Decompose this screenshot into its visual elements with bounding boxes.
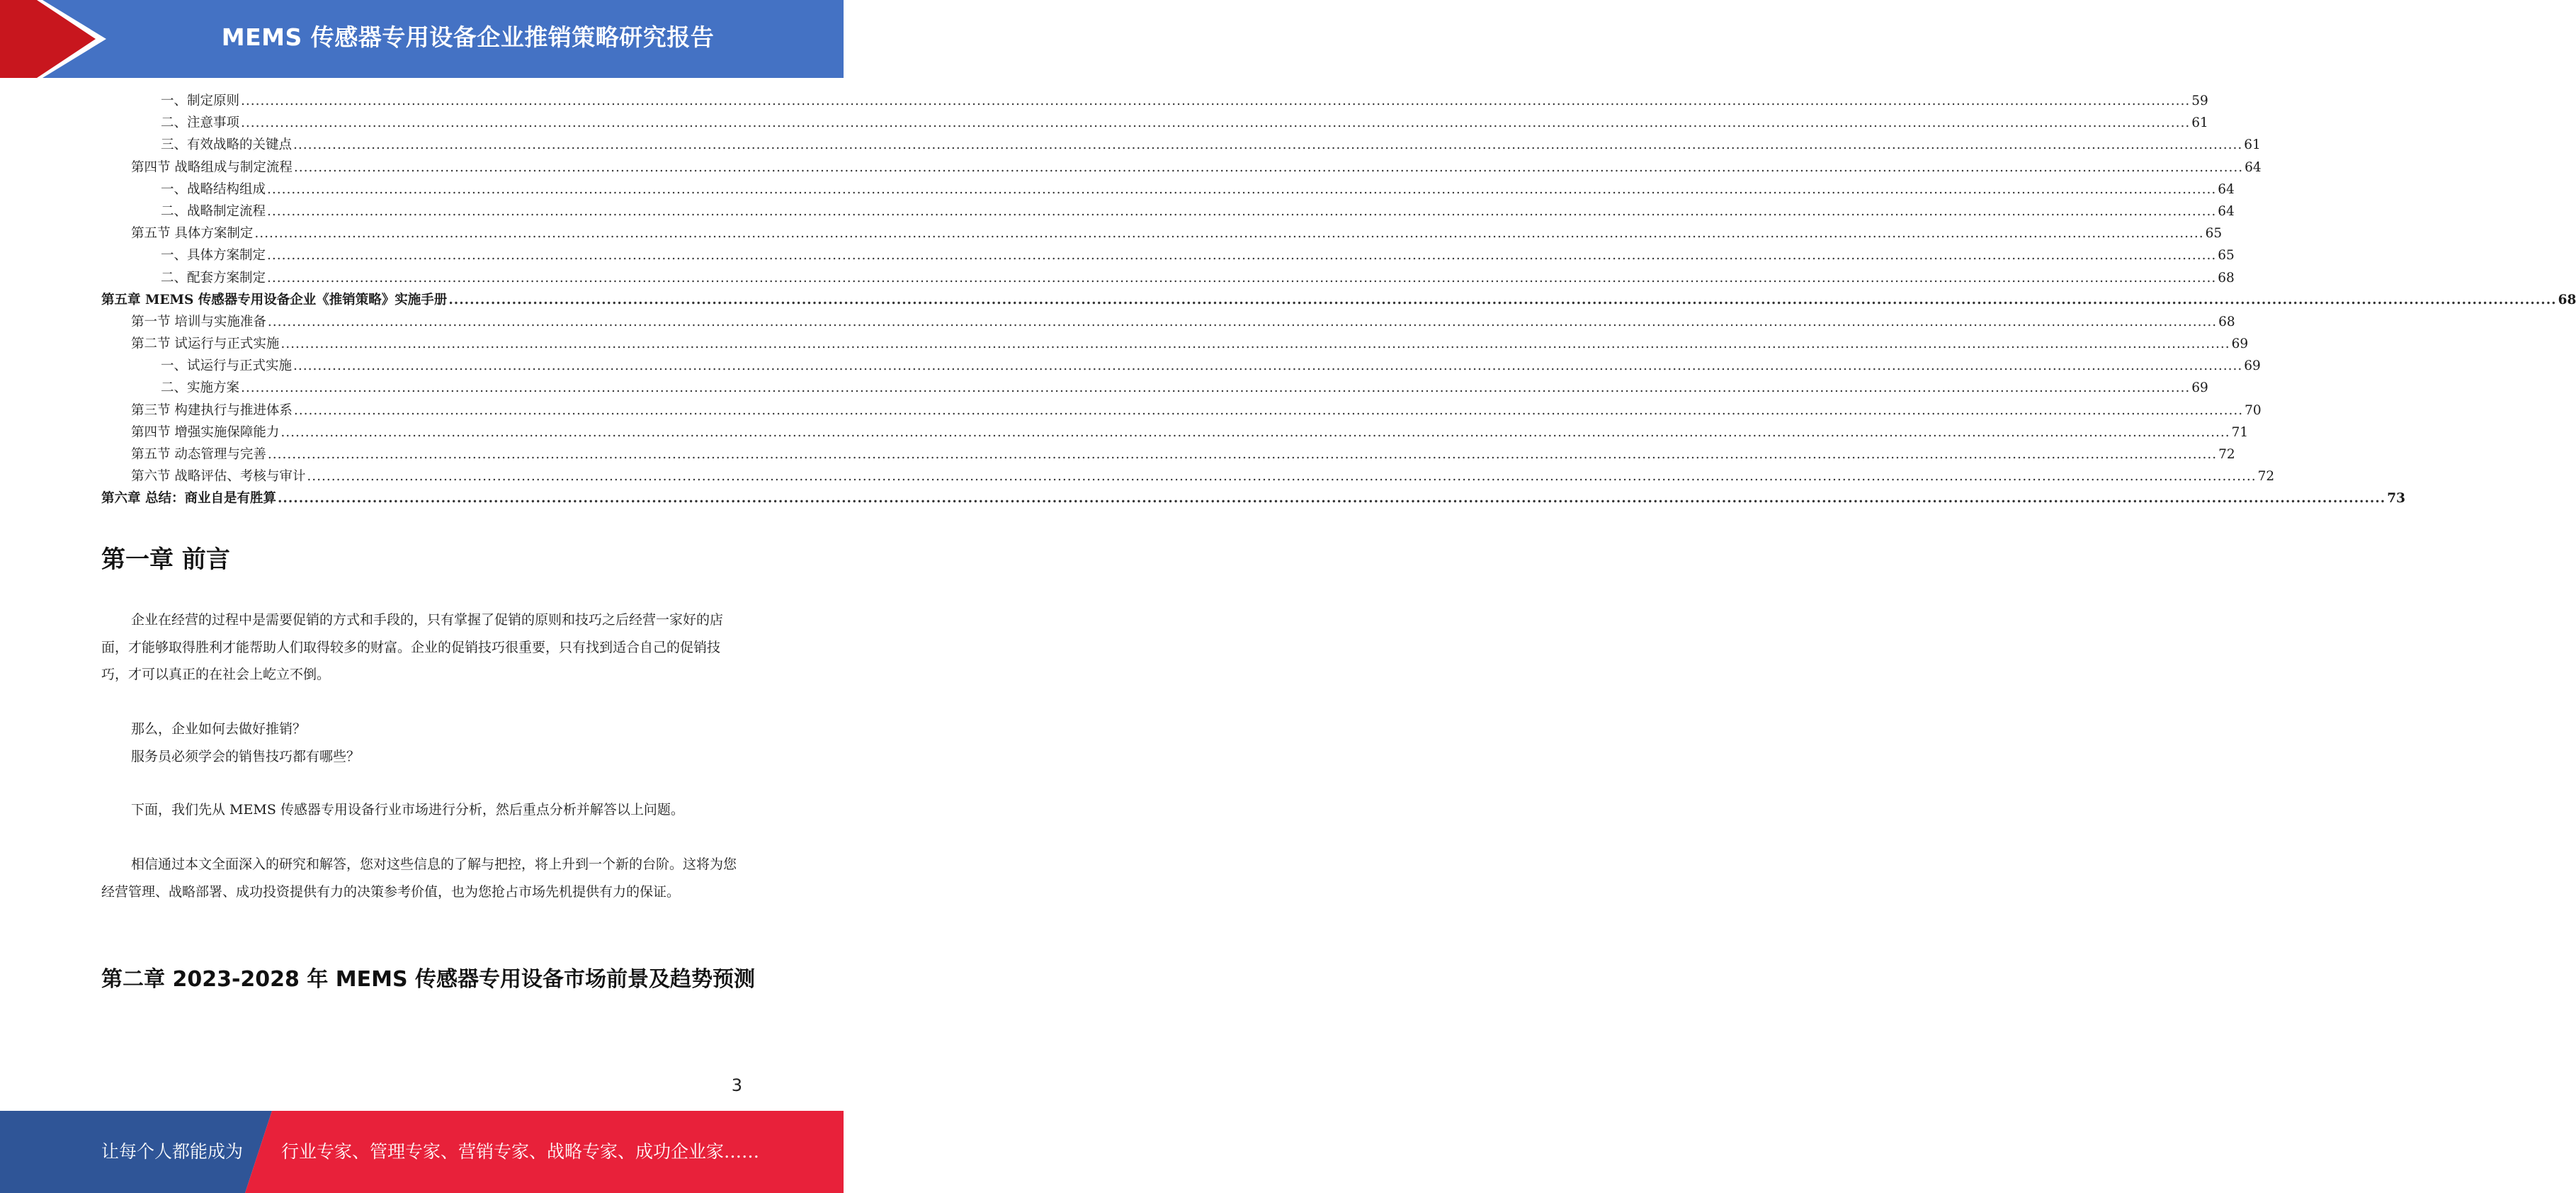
- toc-entry-page: 61: [2244, 137, 2261, 153]
- toc-entry-title: 第三节 构建执行与推进体系: [131, 402, 293, 418]
- paragraph-next: 下面，我们先从 MEMS 传感器专用设备行业市场进行分析，然后重点分析并解答以上问题。: [131, 802, 684, 818]
- toc-entry-page: 70: [2245, 402, 2262, 418]
- toc-entry-page: 68: [2558, 292, 2576, 307]
- toc-entry-page: 65: [2218, 248, 2235, 264]
- toc-entry-page: 72: [2257, 469, 2275, 485]
- toc-entry-title: 二、配套方案制定: [161, 270, 266, 285]
- toc-entry-page: 69: [2244, 358, 2261, 374]
- toc-leader-dots: ................................................................................................................................................................................................................................................................................................................................................................................................................: [267, 248, 2217, 264]
- toc-leader-dots: ................................................................................................................................................................................................................................................................................................................................................................................................................: [293, 402, 2244, 418]
- toc-leader-dots: ................................................................................................................................................................................................................................................................................................................................................................................................................: [280, 424, 2230, 440]
- question-2: 服务员必须学会的销售技巧都有哪些？: [131, 749, 361, 764]
- toc-leader-dots: ................................................................................................................................................................................................................................................................................................................................................................................................................: [293, 137, 2243, 153]
- toc-entry-title: 一、制定原则: [161, 94, 240, 108]
- toc-entry[interactable]: [101, 312, 2235, 334]
- footer-slogan-left: 让每个人都能成为: [101, 1141, 244, 1162]
- toc-leader-dots: ................................................................................................................................................................................................................................................................................................................................................................................................................: [293, 159, 2244, 175]
- toc-entry[interactable]: [101, 201, 2235, 223]
- toc-entry[interactable]: [101, 444, 2235, 466]
- toc-entry-page: 64: [2245, 159, 2262, 175]
- toc-entry[interactable]: [101, 223, 2223, 245]
- footer-banner: [0, 1111, 844, 1193]
- toc-entry-page: 68: [2218, 314, 2235, 329]
- toc-leader-dots: ................................................................................................................................................................................................................................................................................................................................................................................................................: [293, 358, 2243, 374]
- page-number: 3: [731, 1075, 742, 1095]
- chapter-heading: 第二章 2023-2028 年 MEMS 传感器专用设备市场前景及趋势预测: [101, 967, 756, 992]
- toc-entry-title: 第六节 战略评估、考核与审计: [131, 469, 306, 485]
- toc-entry[interactable]: [101, 245, 2235, 267]
- toc-entry[interactable]: [101, 466, 2275, 488]
- toc-leader-dots: ................................................................................................................................................................................................................................................................................................................................................................................................................: [267, 270, 2217, 285]
- toc-entry[interactable]: [101, 334, 2249, 356]
- toc-entry-title: 第五节 具体方案制定: [131, 226, 254, 242]
- toc-entry[interactable]: [101, 113, 2208, 135]
- toc-entry-page: 59: [2191, 94, 2208, 108]
- toc-leader-dots: ................................................................................................................................................................................................................................................................................................................................................................................................................: [280, 337, 2230, 352]
- toc-leader-dots: ................................................................................................................................................................................................................................................................................................................................................................................................................: [267, 447, 2218, 462]
- toc-entry-title: 一、具体方案制定: [161, 248, 266, 264]
- toc-entry-title: 二、实施方案: [161, 380, 240, 396]
- toc-entry[interactable]: [101, 268, 2235, 290]
- toc-entry-page: 72: [2218, 447, 2235, 462]
- table-of-contents: [101, 91, 2576, 511]
- toc-leader-dots: ................................................................................................................................................................................................................................................................................................................................................................................................................: [267, 203, 2217, 219]
- toc-entry-title: 第四节 战略组成与制定流程: [131, 159, 293, 175]
- toc-entry-title: 一、战略结构组成: [161, 181, 266, 197]
- toc-leader-dots: ................................................................................................................................................................................................................................................................................................................................................................................................................: [277, 491, 2386, 507]
- toc-entry-page: 65: [2205, 226, 2223, 242]
- toc-entry[interactable]: [101, 157, 2262, 179]
- toc-entry-title: 第一节 培训与实施准备: [131, 314, 266, 329]
- toc-entry-title: 第四节 增强实施保障能力: [131, 424, 280, 440]
- toc-entry[interactable]: [101, 422, 2249, 444]
- toc-entry-title: 二、注意事项: [161, 115, 240, 131]
- toc-entry[interactable]: [101, 488, 2405, 510]
- toc-leader-dots: ................................................................................................................................................................................................................................................................................................................................................................................................................: [254, 226, 2204, 242]
- toc-entry-page: 69: [2191, 380, 2208, 396]
- header-banner: [0, 0, 844, 78]
- paragraph-believe: 相信通过本文全面深入的研究和解答，您对这些信息的了解与把控，将上升到一个新的台阶。这将为您经营管理、战略部署、成功投资提供有力的决策参考价值，也为您抢占市场先机提供有力的保证。: [101, 856, 737, 900]
- toc-entry[interactable]: [101, 290, 2576, 312]
- paragraph-intro: 企业在经营的过程中是需要促销的方式和手段的，只有掌握了促销的原则和技巧之后经营一家好的店面，才能够取得胜利才能帮助人们取得较多的财富。企业的促销技巧很重要，只有找到适合自己的促销技巧，才可以真正的在社会上屹立不倒。: [101, 612, 724, 682]
- toc-leader-dots: ................................................................................................................................................................................................................................................................................................................................................................................................................: [267, 181, 2217, 197]
- toc-entry-page: 71: [2231, 424, 2249, 440]
- footer-slogan-right: 行业专家、管理专家、营销专家、战略专家、成功企业家……: [281, 1141, 760, 1162]
- chevron-arrow-icon: [0, 0, 106, 78]
- chapter-heading: 第一章 前言: [101, 545, 230, 574]
- toc-entry-page: 68: [2218, 270, 2235, 285]
- toc-entry-title: 三、有效战略的关键点: [161, 137, 293, 153]
- toc-leader-dots: ................................................................................................................................................................................................................................................................................................................................................................................................................: [241, 115, 2191, 131]
- toc-entry-page: 64: [2218, 181, 2235, 197]
- toc-entry-page: 73: [2387, 491, 2405, 507]
- toc-entry-title: 第五章 MEMS 传感器专用设备企业《推销策略》实施手册: [101, 292, 448, 307]
- question-1: 那么，企业如何去做好推销？: [131, 721, 307, 737]
- toc-entry[interactable]: [101, 400, 2262, 422]
- toc-entry[interactable]: [101, 378, 2208, 400]
- toc-entry[interactable]: [101, 179, 2235, 201]
- toc-leader-dots: ................................................................................................................................................................................................................................................................................................................................................................................................................: [241, 94, 2191, 108]
- toc-entry-page: 61: [2191, 115, 2208, 131]
- toc-leader-dots: ................................................................................................................................................................................................................................................................................................................................................................................................................: [448, 292, 2557, 307]
- toc-entry-title: 第六章 总结：商业自是有胜算: [101, 491, 276, 507]
- toc-entry-page: 69: [2231, 337, 2249, 352]
- toc-entry-title: 一、试运行与正式实施: [161, 358, 293, 374]
- toc-leader-dots: ................................................................................................................................................................................................................................................................................................................................................................................................................: [241, 380, 2191, 396]
- toc-entry-page: 64: [2218, 203, 2235, 219]
- toc-entry[interactable]: [101, 91, 2208, 113]
- toc-leader-dots: ................................................................................................................................................................................................................................................................................................................................................................................................................: [307, 469, 2257, 485]
- toc-leader-dots: ................................................................................................................................................................................................................................................................................................................................................................................................................: [267, 314, 2218, 329]
- toc-entry[interactable]: [101, 135, 2261, 157]
- toc-entry-title: 第五节 动态管理与完善: [131, 447, 266, 462]
- toc-entry-title: 第二节 试运行与正式实施: [131, 337, 280, 352]
- toc-entry-title: 二、战略制定流程: [161, 203, 266, 219]
- toc-entry[interactable]: [101, 356, 2261, 378]
- report-title: MEMS 传感器专用设备企业推销策略研究报告: [221, 23, 715, 51]
